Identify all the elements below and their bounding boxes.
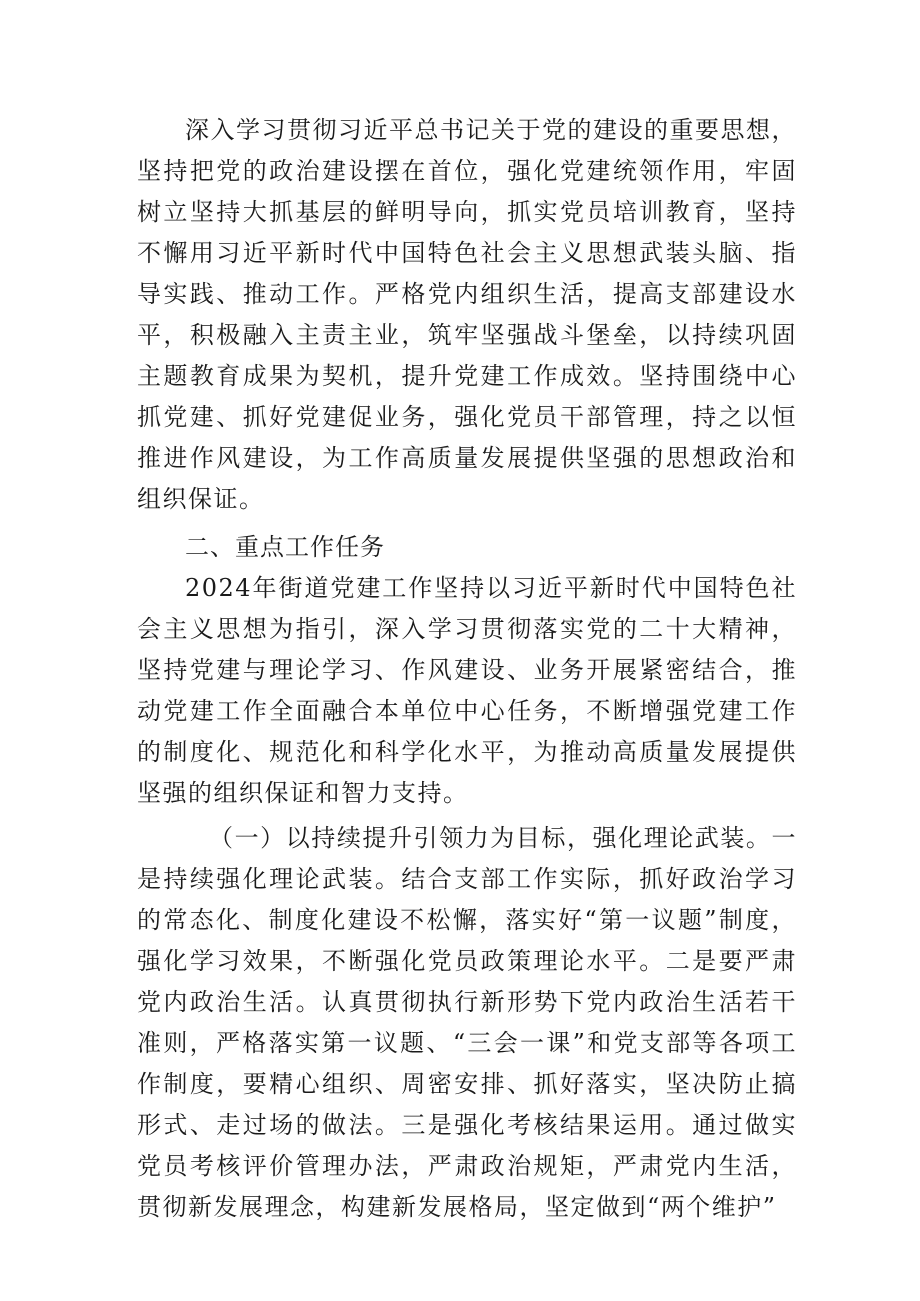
body-paragraph-3: （一）以持续提升引领力为目标，强化理论武装。一是持续强化理论武装。结合支部工作实际，抓好政治学习的常态化、制度化建设不松懈，落实好“第一议题”制度，强化学习效果，不断强化党员政策理论水平。二是要严肃党内政治生活。认真贯彻执行新形势下党内政治生活若干准则，严格落实第一议题、“三会一课”和党支部等各项工作制度，要精心组织、周密安排、抓好落实，坚决防止搞形式、走过场的做法。三是强化考核结果运用。通过做实党员考核评价管理办法，严肃政治规矩，严肃党内生活，贯彻新发展理念，构建新发展格局，坚定做到“两个维护”	[137, 824, 797, 1221]
section-heading-key-tasks: 二、重点工作任务	[185, 533, 385, 561]
body-paragraph-2: 2024年街道党建工作坚持以习近平新时代中国特色社会主义思想为指引，深入学习贯彻落实党的二十大精神，坚持党建与理论学习、作风建设、业务开展紧密结合，推动党建工作全面融合本单位中心任务，不断增强党建工作的制度化、规范化和科学化水平，为推动高质量发展提供坚强的组织保证和智力支持。	[137, 574, 797, 807]
body-paragraph-1: 深入学习贯彻习近平总书记关于党的建设的重要思想，坚持把党的政治建设摆在首位，强化党建统领作用，牢固树立坚持大抓基层的鲜明导向，抓实党员培训教育，坚持不懈用习近平新时代中国特色社会主义思想武装头脑、指导实践、推动工作。严格党内组织生活，提高支部建设水平，积极融入主责主业，筑牢坚强战斗堡垒，以持续巩固主题教育成果为契机，提升党建工作成效。坚持围绕中心抓党建、抓好党建促业务，强化党员干部管理，持之以恒推进作风建设，为工作高质量发展提供坚强的思想政治和组织保证。	[137, 116, 797, 513]
